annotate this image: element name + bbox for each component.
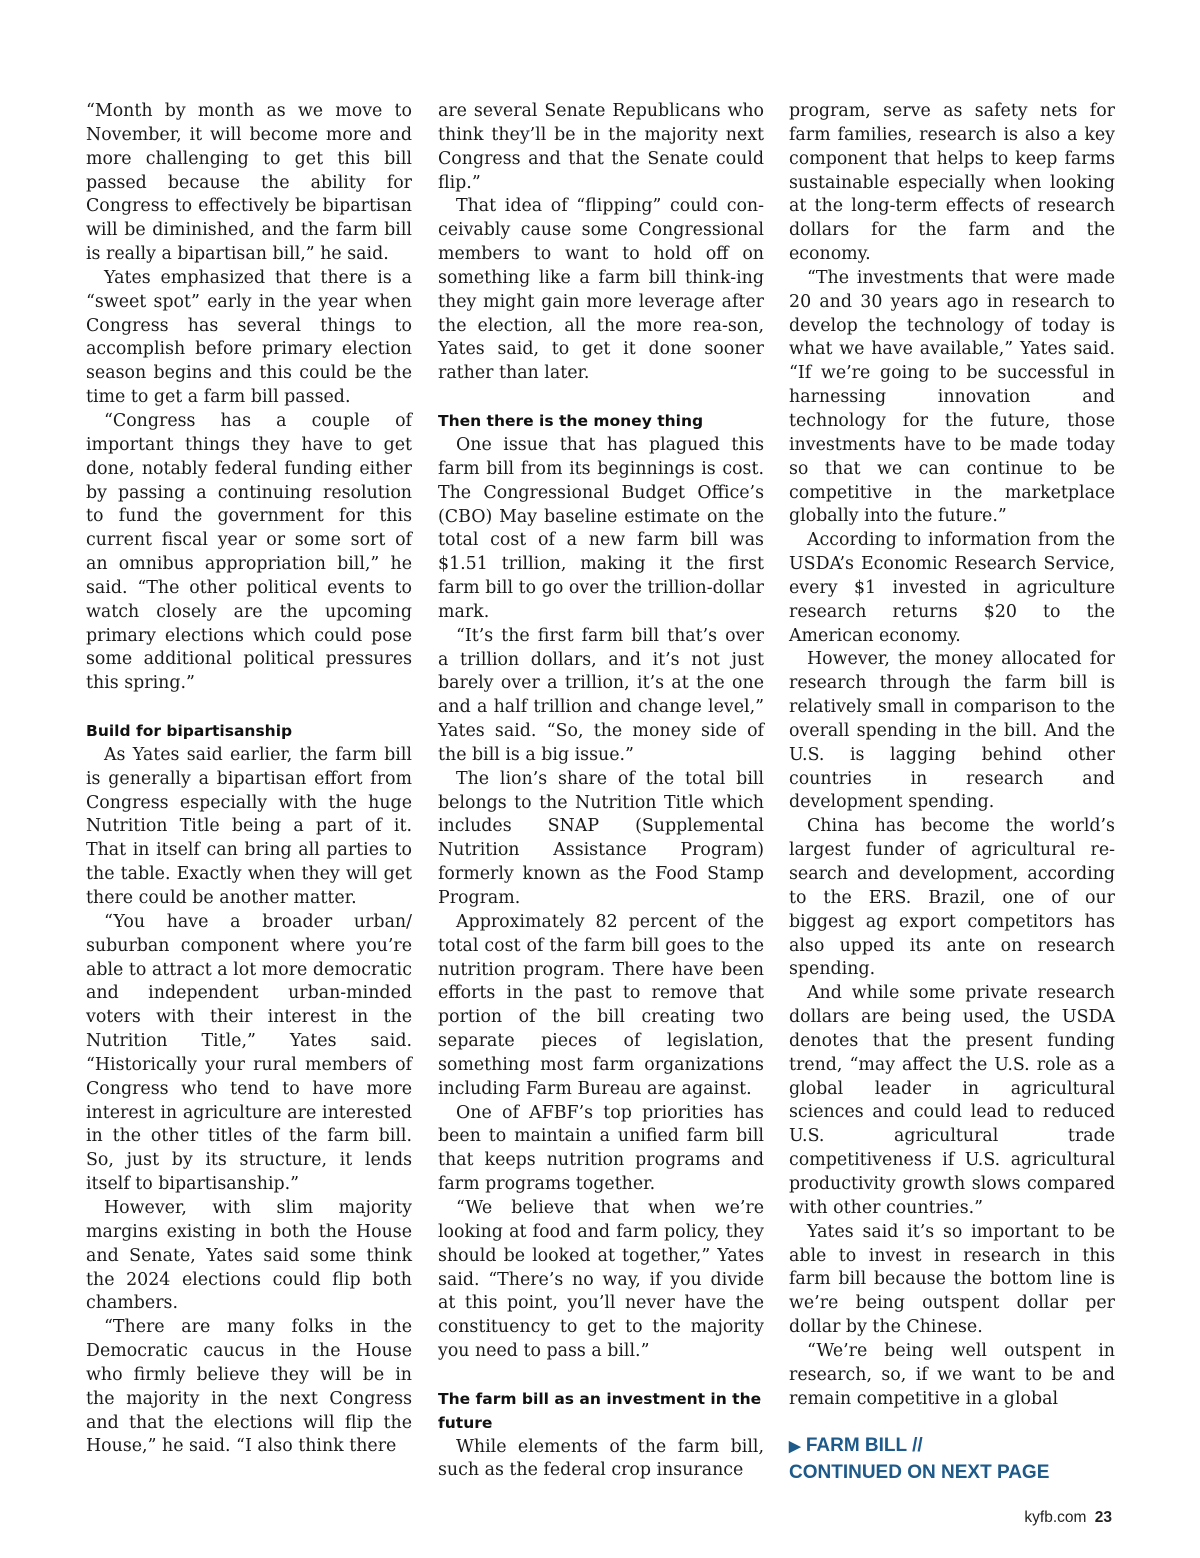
article-column-3 <box>789 100 1115 1486</box>
play-arrow-icon: ▶ <box>789 1438 801 1456</box>
paragraph: According to information from the USDA’s Economic Research Service, every $1 invested in agriculture research returns $20 to the American economy. <box>789 530 1115 646</box>
article-column-1 <box>86 100 412 1459</box>
continued-line-1 <box>789 1433 1115 1460</box>
paragraph: “We believe that when we’re looking at food and farm policy, they should be looked at together,” Yates said. “There’s no way, if you divide at this point, you’ll never have the constituency to get to the majority you need to pass a bill.” <box>438 1197 764 1362</box>
paragraph: However, the money allocated for research through the farm bill is relatively small in comparison to the overall spending in the bill. And the U.S. is lagging behind other countries in research and development spending. <box>789 649 1115 813</box>
paragraph: And while some private research dollars are being used, the USDA denotes that the present funding trend, “may affect the U.S. role as a global leader in agricultural sciences and could lead to reduced U.S. agricultural trade competitiveness if U.S. agricultural productivity growth slows compared with other countries.” <box>789 983 1115 1218</box>
section-heading: Then there is the money thing <box>438 412 704 431</box>
paragraph: One issue that has plagued this farm bill from its beginnings is cost. The Congressional Budget Office’s (CBO) May baseline estimate on the total cost of a new farm bill was $1.51 trillion, making it the first farm bill to go over the trillion-dollar mark. <box>438 434 764 622</box>
continued-label: FARM BILL // <box>805 1435 923 1457</box>
site-url: kyfb.com <box>1024 1509 1087 1526</box>
paragraph: are several Senate Republicans who think they’ll be in the majority next Congress and that the Senate could flip.” <box>438 101 764 193</box>
paragraph: The lion’s share of the total bill belongs to the Nutrition Title which includes SNAP (Supplemental Nutrition Assistance Program) formerly known as the Food Stamp Program. <box>438 768 764 908</box>
paragraph: Approximately 82 percent of the total cost of the farm bill goes to the nutrition program. There have been efforts in the past to remove that portion of the bill creating two separate pieces of legislation, something most farm organizations including Farm Bureau are against. <box>438 911 764 1099</box>
paragraph: Yates said it’s so important to be able to invest in research in this farm bill because the bottom line is we’re being outspent dollar per dollar by the Chinese. <box>789 1221 1115 1338</box>
continued-line-2: CONTINUED ON NEXT PAGE <box>789 1462 1050 1484</box>
paragraph: “We’re being well outspent in research, so, if we want to be and remain competitive in a global <box>789 1340 1115 1409</box>
paragraph: “Congress has a couple of important things they have to get done, notably federal funding either by passing a continuing resolution to fund the government for this current fiscal year or some sort of an omnibus appropriation bill,” he said. “The other political events to watch closely are the upcoming primary elections which could pose some additional political pressures this spring.” <box>86 410 412 694</box>
article-column-2 <box>438 100 764 1483</box>
paragraph: However, with slim majority margins existing in both the House and Senate, Yates said some think the 2024 elections could flip both chambers. <box>86 1197 412 1314</box>
paragraph: As Yates said earlier, the farm bill is generally a bipartisan effort from Congress especially with the huge Nutrition Title being a part of it. That in itself can bring all parties to the table. Exactly when they will get there could be another matter. <box>86 744 412 908</box>
page-number: 23 <box>1094 1509 1112 1526</box>
paragraph: “It’s the first farm bill that’s over a trillion dollars, and it’s not just barely over a trillion, it’s at the one and a half trillion and change level,” Yates said. “So, the money side of the bill is a big issue.” <box>438 625 764 765</box>
paragraph: “Month by month as we move to November, it will become more and more challenging to get this bill passed because the ability for Congress to effectively be bipartisan will be diminished, and the farm bill is really a bipartisan bill,” he said. <box>86 101 412 265</box>
section-heading: The farm bill as an investment in the future <box>438 1389 762 1432</box>
paragraph: One of AFBF’s top priorities has been to maintain a unified farm bill that keeps nutrition programs and farm programs together. <box>438 1102 764 1195</box>
paragraph: While elements of the farm bill, such as the federal crop insurance <box>438 1436 764 1481</box>
section-heading: Build for bipartisanship <box>86 722 293 741</box>
paragraph: “There are many folks in the Democratic caucus in the House who firmly believe they will be in the majority in the next Congress and that the elections will flip the House,” he said. “I also think there <box>86 1317 412 1457</box>
paragraph: China has become the world’s largest funder of agricultural re-search and development, according to the ERS. Brazil, one of our biggest ag export competitors has also upped its ante on research spending. <box>789 816 1115 980</box>
paragraph: That idea of “flipping” could con-ceivably cause some Congressional members to want to hold off on something like a farm bill think-ing they might gain more leverage after the election, all the more rea-son, Yates said, to get it done sooner rather than later. <box>438 196 764 384</box>
paragraph: Yates emphasized that there is a “sweet spot” early in the year when Congress has several things to accomplish before primary election season begins and this could be the time to get a farm bill passed. <box>86 267 412 408</box>
continued-jump-link[interactable] <box>789 1433 1115 1486</box>
paragraph: program, serve as safety nets for farm families, research is also a key component that helps to keep farms sustainable especially when looking at the long-term effects of research dollars for the farm and the economy. <box>789 101 1115 265</box>
paragraph: “You have a broader urban/ suburban component where you’re able to attract a lot more democratic and independent urban-minded voters with their interest in the Nutrition Title,” Yates said. “Historically your rural members of Congress who tend to have more interest in agriculture are interested in the other titles of the farm bill. So, just by its structure, it lends itself to bipartisanship.” <box>86 911 412 1195</box>
paragraph: “The investments that were made 20 and 30 years ago in research to develop the technology of today is what we have available,” Yates said. “If we’re going to be successful in harnessing innovation and technology for the future, those investments have to be made today so that we can continue to be competitive in the marketplace globally into the future.” <box>789 267 1115 527</box>
page-footer <box>1024 1509 1112 1527</box>
